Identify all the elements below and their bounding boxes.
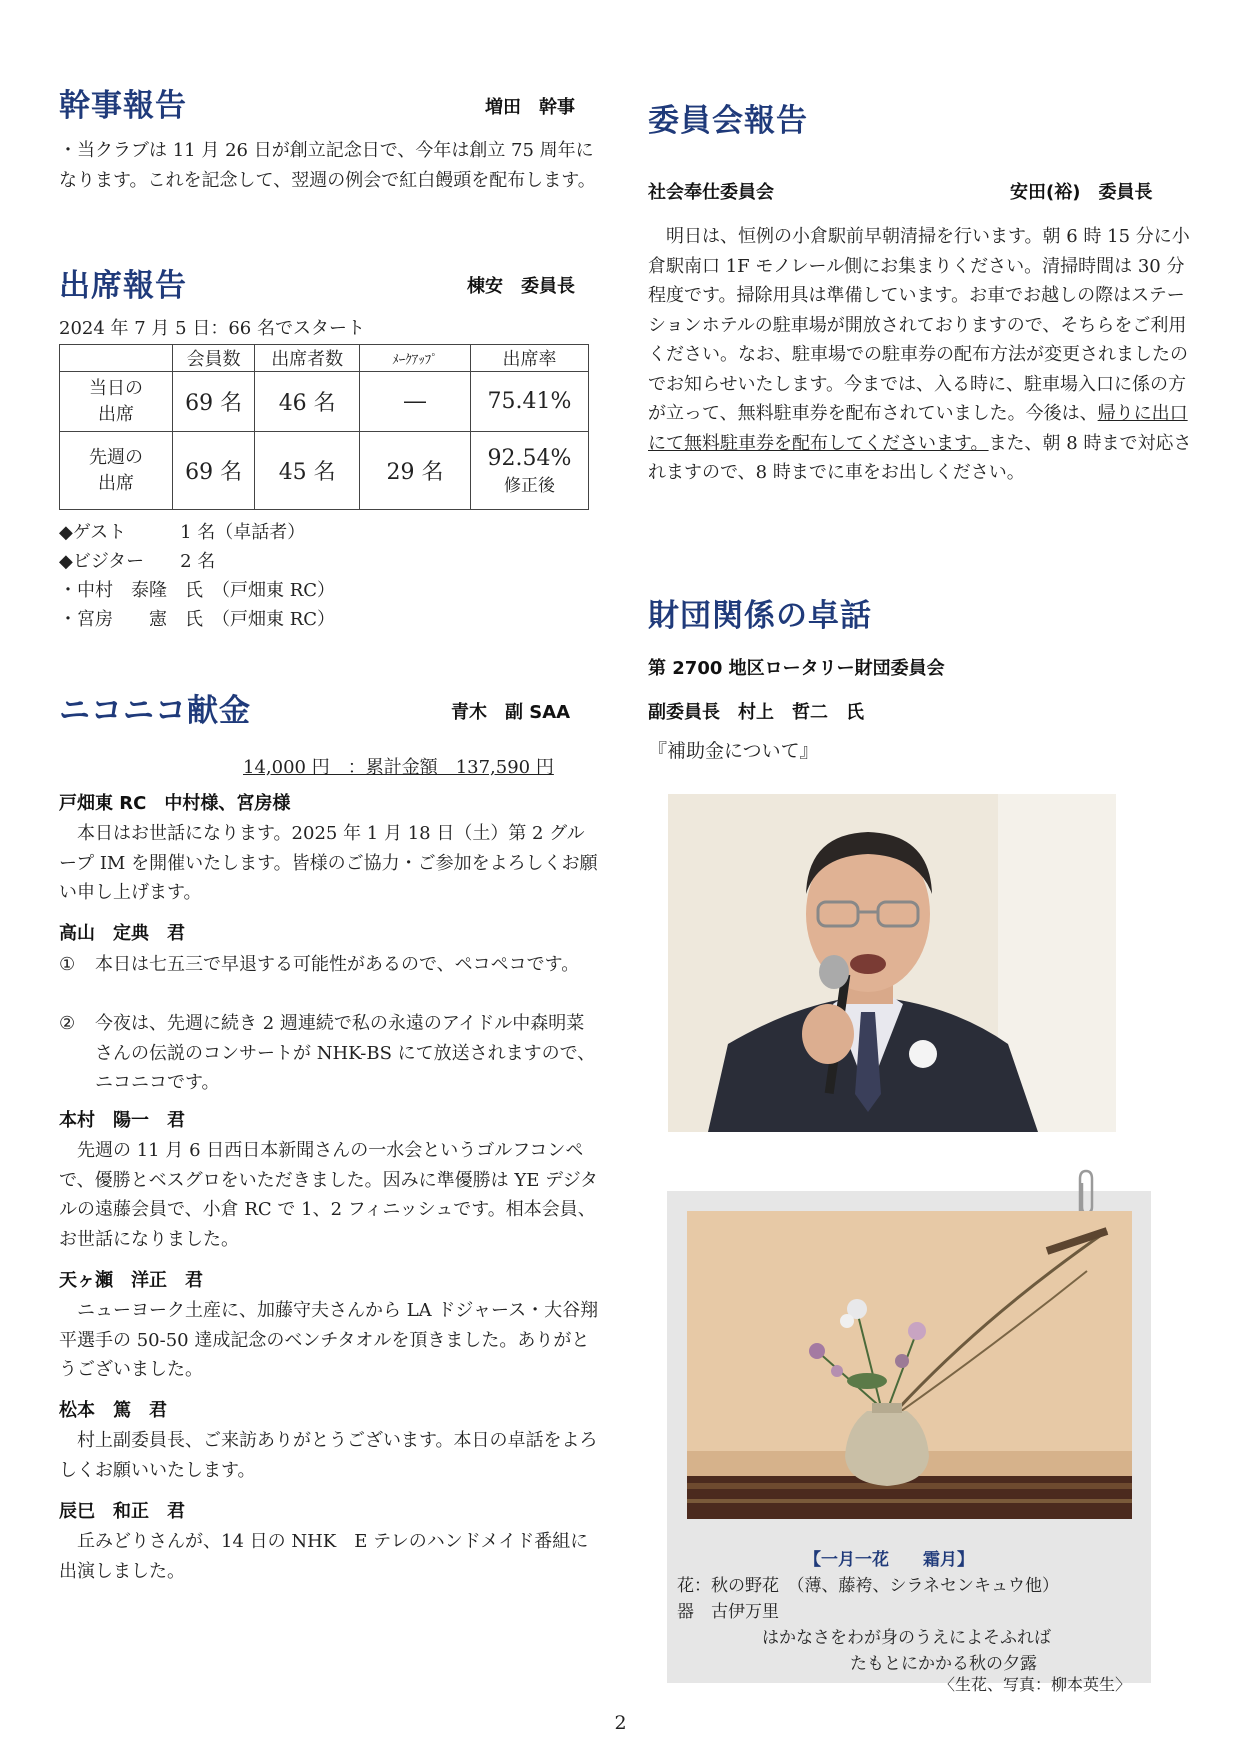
niko-entry-text: ニューヨーク土産に、加藤守夫さんから LA ドジャース・大谷翔平選手の 50-50 達成記念のベンチタオルを頂きました。ありがとうございました。 bbox=[59, 1300, 599, 1380]
kanji-report-byline: 増田 幹事 bbox=[485, 97, 575, 118]
niko-title: ニコニコ献金 bbox=[59, 693, 251, 729]
list-text: 本日は七五三で早退する可能性があるので、ペコペコです。 bbox=[95, 954, 580, 975]
speaker-photo-drawing bbox=[668, 794, 1116, 1132]
niko-entry-name: 高山 定典 君 bbox=[59, 923, 185, 944]
committee-title: 委員会報告 bbox=[648, 103, 808, 139]
niko-entry-name: 戸畑東 RC 中村様、宮房様 bbox=[59, 793, 291, 814]
kanji-report-title: 幹事報告 bbox=[59, 88, 187, 124]
niko-entry-text: 先週の 11 月 6 日西日本新聞さんの一水会というゴルフコンペで、優勝とベスグロをいただきました。因みに準優勝は YE デジタルの遠藤会員で、小倉 RC で 1、2 フィニッシュです。相本会員、お世話になりました。 bbox=[59, 1140, 599, 1250]
foundation-org: 第 2700 地区ロータリー財団委員会 bbox=[648, 658, 945, 679]
committee-body-text: 明日は、恒例の小倉駅前早朝清掃を行います。朝 6 時 15 分に小倉駅南口 1F モノレール側にお集まりください。清掃時間は 30 分程度です。掃除用具は準備しています。お車でお越しの際はステーションホテルの駐車場が開放されておりますので、そちらをご利用ください。なお、駐車場での駐車券の配布方法が変更されましたのでお知らせいたします。今までは、入る時に、駐車場入口に係の方が立って、無料駐車券を配布されていました。今後は、 bbox=[648, 226, 1190, 424]
attendance-title: 出席報告 bbox=[59, 268, 187, 304]
niko-entry-name: 辰巳 和正 君 bbox=[59, 1501, 185, 1522]
attendance-row-label bbox=[60, 372, 173, 432]
attendance-row-today bbox=[60, 372, 589, 432]
niko-entry-text: 村上副委員長、ご来訪ありがとうございます。本日の卓話をよろしくお願いいたします。 bbox=[59, 1430, 598, 1481]
attendance-intro: 2024 年 7 月 5 日：66 名でスタート bbox=[59, 318, 365, 339]
niko-byline: 青木 副 SAA bbox=[451, 702, 571, 723]
page-number: 2 bbox=[614, 1712, 627, 1734]
row-label-line2: 出席 bbox=[97, 472, 134, 494]
visitor-name: ・宮房 憲 氏 （戸畑東 RC） bbox=[59, 609, 336, 630]
list-number: ① bbox=[59, 954, 76, 975]
present-cell: 45 名 bbox=[255, 432, 360, 510]
committee-body-underline: 帰りに出口にて無料駐車券を配布してくださいます。 bbox=[648, 403, 1188, 454]
foundation-speaker: 副委員長 村上 哲二 氏 bbox=[648, 702, 864, 723]
guest-line: ◆ゲスト 1 名（卓話者） bbox=[59, 522, 306, 543]
makeup-cell: 29 名 bbox=[360, 432, 471, 510]
flower-caption-title: 【一月一花 霜月】 bbox=[804, 1550, 974, 1570]
attendance-header-blank bbox=[60, 345, 173, 372]
members-cell: 69 名 bbox=[172, 372, 254, 432]
flower-photo-drawing bbox=[687, 1211, 1132, 1519]
rate-value: 92.54% bbox=[487, 445, 572, 471]
speaker-photo bbox=[668, 794, 1116, 1132]
foundation-title: 財団関係の卓話 bbox=[648, 598, 872, 634]
committee-name: 社会奉仕委員会 bbox=[648, 182, 774, 203]
attendance-table bbox=[59, 344, 589, 510]
attendance-header-makeup: ﾒｰｸｱｯﾌﾟ bbox=[360, 345, 471, 372]
niko-entry-text: 本日はお世話になります。2025 年 1 月 18 日（土）第 2 グループ IM を開催いたします。皆様のご協力・ご参加をよろしくお願い申し上げます。 bbox=[59, 823, 598, 903]
flower-caption-line1: 花：秋の野花 （薄、藤袴、シラネセンキュウ他） bbox=[677, 1576, 1059, 1596]
visitor-name: ・中村 泰隆 氏 （戸畑東 RC） bbox=[59, 580, 336, 601]
niko-list-item bbox=[59, 950, 602, 980]
flower-credit: 〈生花、写真：柳本英生〉 bbox=[938, 1675, 1131, 1694]
attendance-byline: 棟安 委員長 bbox=[467, 276, 575, 297]
niko-list-item bbox=[59, 1009, 602, 1098]
rate-note: 修正後 bbox=[503, 475, 555, 496]
committee-byline: 安田(裕) 委員長 bbox=[1010, 182, 1153, 203]
niko-entry-name: 本村 陽一 君 bbox=[59, 1110, 185, 1131]
row-label-line1: 先週の bbox=[88, 446, 143, 468]
members-cell: 69 名 bbox=[172, 432, 254, 510]
niko-entry-name: 松本 篤 君 bbox=[59, 1400, 167, 1421]
makeup-cell: ― bbox=[360, 372, 471, 432]
present-cell: 46 名 bbox=[255, 372, 360, 432]
attendance-row-label bbox=[60, 432, 173, 510]
row-label-line1: 当日の bbox=[88, 377, 143, 399]
attendance-header-present: 出席者数 bbox=[255, 345, 360, 372]
attendance-row-lastweek bbox=[60, 432, 589, 510]
rate-cell: 75.41% bbox=[470, 372, 588, 432]
flower-caption-line2: 器 古伊万里 bbox=[677, 1602, 779, 1622]
flower-card bbox=[667, 1191, 1151, 1694]
committee-body-text-end: また、朝 8 時まで対応されますので、8 時までに車をお出しください。 bbox=[648, 432, 1192, 483]
row-label-line2: 出席 bbox=[97, 403, 134, 425]
visitor-line: ◆ビジター 2 名 bbox=[59, 551, 216, 572]
flower-poem-line2: たもとにかかる秋の夕露 bbox=[850, 1654, 1037, 1674]
rate-cell bbox=[470, 432, 588, 510]
niko-entry-text: 丘みどりさんが、14 日の NHK E テレのハンドメイド番組に出演しました。 bbox=[59, 1531, 589, 1582]
attendance-header-rate: 出席率 bbox=[470, 345, 588, 372]
niko-total: 14,000 円 ：累計金額 137,590 円 bbox=[243, 757, 554, 778]
niko-entry-name: 天ヶ瀬 洋正 君 bbox=[59, 1270, 203, 1291]
kanji-report-body: ・当クラブは 11 月 26 日が創立記念日で、今年は創立 75 周年になります。これを記念して、翌週の例会で紅白饅頭を配布します。 bbox=[59, 140, 596, 191]
list-number: ② bbox=[59, 1013, 76, 1034]
flower-photo bbox=[687, 1211, 1132, 1519]
paperclip-icon bbox=[1070, 1169, 1100, 1217]
committee-body bbox=[648, 222, 1193, 488]
flower-poem-line1: はかなさをわが身のうえによそふれば bbox=[762, 1628, 1051, 1648]
attendance-header-members: 会員数 bbox=[172, 345, 254, 372]
foundation-topic: 『補助金について』 bbox=[648, 740, 819, 762]
attendance-header-row bbox=[60, 345, 589, 372]
list-text: 今夜は、先週に続き 2 週連続で私の永遠のアイドル中森明菜さんの伝説のコンサートが NHK-BS にて放送されますので、ニコニコです。 bbox=[95, 1013, 596, 1093]
